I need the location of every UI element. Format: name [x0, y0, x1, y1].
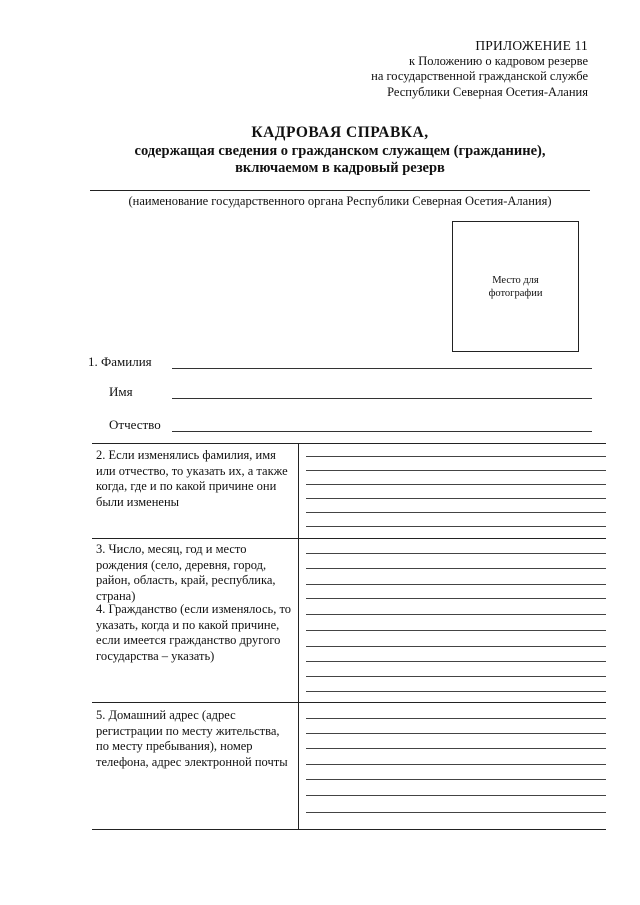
- answer-line[interactable]: [306, 795, 606, 796]
- organ-caption: (наименование государственного органа Республики Северная Осетия-Алания): [128, 194, 552, 208]
- photo-label: Место для: [492, 274, 539, 286]
- appendix-block: [371, 38, 588, 100]
- answer-line[interactable]: [306, 598, 606, 599]
- section-5-label: 5. Домашний адрес (адрес регистрации по месту жительства, по месту пребывания), номер телефона, адрес электронной почты: [96, 708, 288, 769]
- answer-line[interactable]: [306, 630, 606, 631]
- answer-line[interactable]: [306, 718, 606, 719]
- section-separator: [92, 538, 606, 539]
- answer-line[interactable]: [306, 470, 606, 471]
- document-subtitle: содержащая сведения о гражданском служащем (гражданине),: [134, 143, 546, 159]
- answer-line[interactable]: [306, 456, 606, 457]
- first-name-label: Имя: [109, 384, 133, 399]
- answer-line[interactable]: [306, 484, 606, 485]
- answer-line[interactable]: [306, 614, 606, 615]
- surname-label: 1. Фамилия: [88, 354, 152, 369]
- section-3-label: 3. Число, месяц, год и место рождения (село, деревня, город, район, область, край, республика, страна): [96, 542, 276, 603]
- answer-line[interactable]: [306, 512, 606, 513]
- appendix-line: Республики Северная Осетия-Алания: [387, 84, 588, 99]
- answer-line[interactable]: [306, 764, 606, 765]
- answer-line[interactable]: [306, 733, 606, 734]
- table-bottom-border: [92, 829, 606, 830]
- answer-line[interactable]: [306, 646, 606, 647]
- table-top-border: [92, 443, 606, 444]
- organ-name-line[interactable]: [90, 190, 590, 191]
- answer-line[interactable]: [306, 779, 606, 780]
- answer-line[interactable]: [306, 691, 606, 692]
- answer-line[interactable]: [306, 526, 606, 527]
- first-name-field[interactable]: [172, 398, 592, 399]
- patronymic-field[interactable]: [172, 431, 592, 432]
- answer-line[interactable]: [306, 812, 606, 813]
- patronymic-label: Отчество: [109, 417, 161, 432]
- answer-line[interactable]: [306, 661, 606, 662]
- answer-line[interactable]: [306, 553, 606, 554]
- section-4-label: 4. Гражданство (если изменялось, то указать, когда и по какой причине, если имеется гражданство другого государства – указать): [96, 602, 291, 663]
- photo-label: фотографии: [488, 287, 543, 299]
- answer-line[interactable]: [306, 748, 606, 749]
- section-2-label: 2. Если изменялись фамилия, имя или отчество, то указать их, а также когда, где и по какой причине они были изменены: [96, 448, 288, 509]
- table-column-divider: [298, 443, 299, 830]
- document-title: КАДРОВАЯ СПРАВКА,: [251, 124, 429, 141]
- appendix-line: к Положению о кадровом резерве: [409, 53, 588, 68]
- answer-line[interactable]: [306, 676, 606, 677]
- appendix-line: на государственной гражданской службе: [371, 69, 588, 83]
- appendix-number: ПРИЛОЖЕНИЕ 11: [475, 38, 588, 53]
- answer-line[interactable]: [306, 568, 606, 569]
- section-separator: [92, 702, 606, 703]
- photo-placeholder: [452, 221, 579, 352]
- document-subtitle: включаемом в кадровый резерв: [235, 160, 445, 176]
- surname-field[interactable]: [172, 368, 592, 369]
- answer-line[interactable]: [306, 498, 606, 499]
- answer-line[interactable]: [306, 584, 606, 585]
